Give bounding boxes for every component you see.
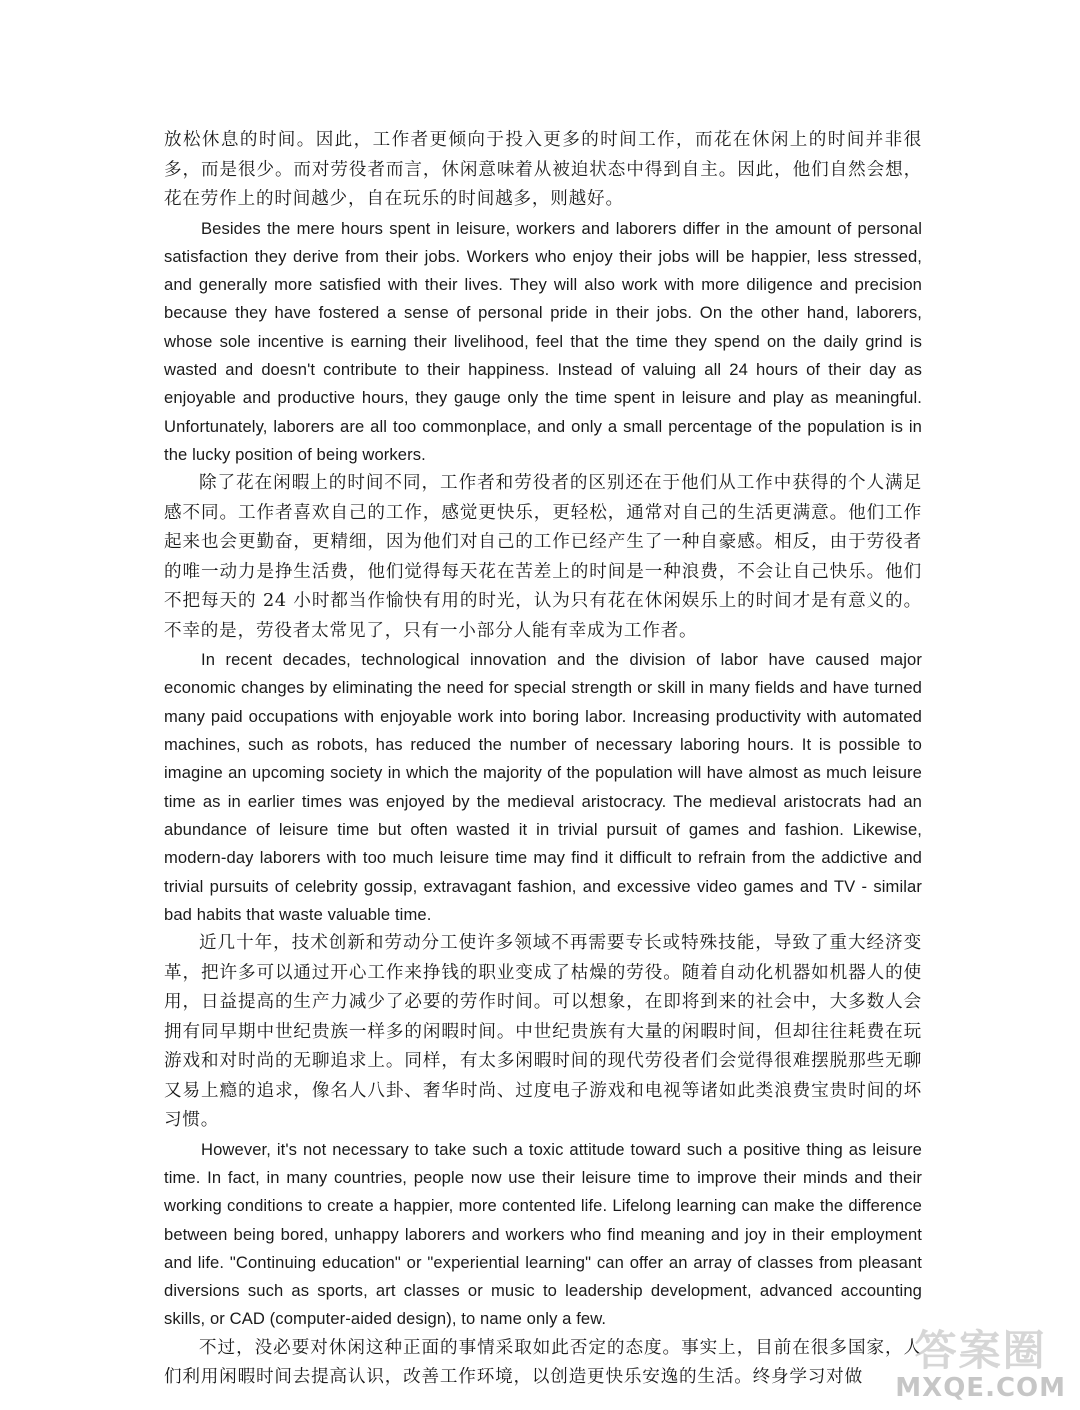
site-watermark [895, 1328, 1066, 1402]
paragraph-zh-3: 近几十年，技术创新和劳动分工使许多领域不再需要专长或特殊技能，导致了重大经济变革，把许多可以通过开心工作来挣钱的职业变成了枯燥的劳役。随着自动化机器如机器人的使用，日益提高的生产力减少了必要的劳作时间。可以想象，在即将到来的社会中，大多数人会拥有同早期中世纪贵族一样多的闲暇时间。中世纪贵族有大量的闲暇时间，但却往往耗费在玩游戏和对时尚的无聊追求上。同样，有太多闲暇时间的现代劳役者们会觉得很难摆脱那些无聊又易上瘾的追求，像名人八卦、奢华时尚、过度电子游戏和电视等诸如此类浪费宝贵时间的坏习惯。 [164, 933, 922, 1131]
watermark-domain: MXQE.COM [895, 1373, 1066, 1403]
paragraph-zh-1: 放松休息的时间。因此，工作者更倾向于投入更多的时间工作，而花在休闲上的时间并非很多，而是很少。而对劳役者而言，休闲意味着从被迫状态中得到自主。因此，他们自然会想，花在劳作上的时间越少，自在玩乐的时间越多，则越好。 [164, 130, 922, 209]
paragraph-en-3: However, it's not necessary to take such a toxic attitude toward such a positive thing as leisure time. In fact, in many countries, people now use their leisure time to improve their minds and their working conditions to create a happier, more contented life. Lifelong learning can make the difference between being bored, unhappy laborers and workers who find meaning and joy in their employment and life. "Continuing education" or "experiential learning" can offer an array of classes from pleasant diversions such as sports, art classes or music to leadership development, advanced accounting skills, or CAD (computer-aided design), to name only a few. [164, 1139, 922, 1329]
paragraph-en-1: Besides the mere hours spent in leisure, workers and laborers differ in the amount of personal satisfaction they derive from their jobs. Workers who enjoy their jobs will be happier, less stressed, and generally more satisfied with their lives. They will also work with more diligence and precision because they have fostered a sense of personal pride in their jobs. On the other hand, laborers, whose sole incentive is earning their livelihood, feel that the time they spend on the daily grind is wasted and doesn't contribute to their happiness. Instead of valuing all 24 hours of their day as enjoyable and productive hours, they gauge only the time spent in leisure and play as meaningful. Unfortunately, laborers are all too commonplace, and only a small percentage of the population is in the lucky position of being workers. [164, 218, 922, 464]
paragraph-en-2: In recent decades, technological innovation and the division of labor have caused major economic changes by eliminating the need for special strength or skill in many fields and have turned many paid occupations with enjoyable work into boring labor. Increasing productivity with automated machines, such as robots, has reduced the number of necessary laboring hours. It is possible to imagine an upcoming society in which the majority of the population will have almost as much leisure time as in earlier times was enjoyed by the medieval aristocracy. The medieval aristocrats had an abundance of leisure time but often wasted it in trivial pursuit of games and fashion. Likewise, modern-day laborers with too much leisure time may find it difficult to refrain from the addictive and trivial pursuits of celebrity gossip, extravagant fashion, and excessive video games and TV - similar bad habits that waste valuable time. [164, 650, 922, 924]
paragraph-zh-4: 不过，没必要对休闲这种正面的事情采取如此否定的态度。事实上，目前在很多国家，人们利用闲暇时间去提高认识，改善工作环境，以创造更快乐安逸的生活。终身学习对做 [164, 1337, 922, 1388]
watermark-logo-text: 答案圈 [914, 1326, 1047, 1375]
paragraph-zh-2: 除了花在闲暇上的时间不同，工作者和劳役者的区别还在于他们从工作中获得的个人满足感不同。工作者喜欢自己的工作，感觉更快乐，更轻松，通常对自己的生活更满意。他们工作起来也会更勤奋，更精细，因为他们对自己的工作已经产生了一种自豪感。相反，由于劳役者的唯一动力是挣生活费，他们觉得每天花在苦差上的时间是一种浪费，不会让自己快乐。他们不把每天的 24 小时都当作愉快有用的时光，认为只有花在休闲娱乐上的时间才是有意义的。不幸的是，劳役者太常见了，只有一小部分人能有幸成为工作者。 [164, 473, 922, 641]
document-page [164, 126, 922, 1393]
